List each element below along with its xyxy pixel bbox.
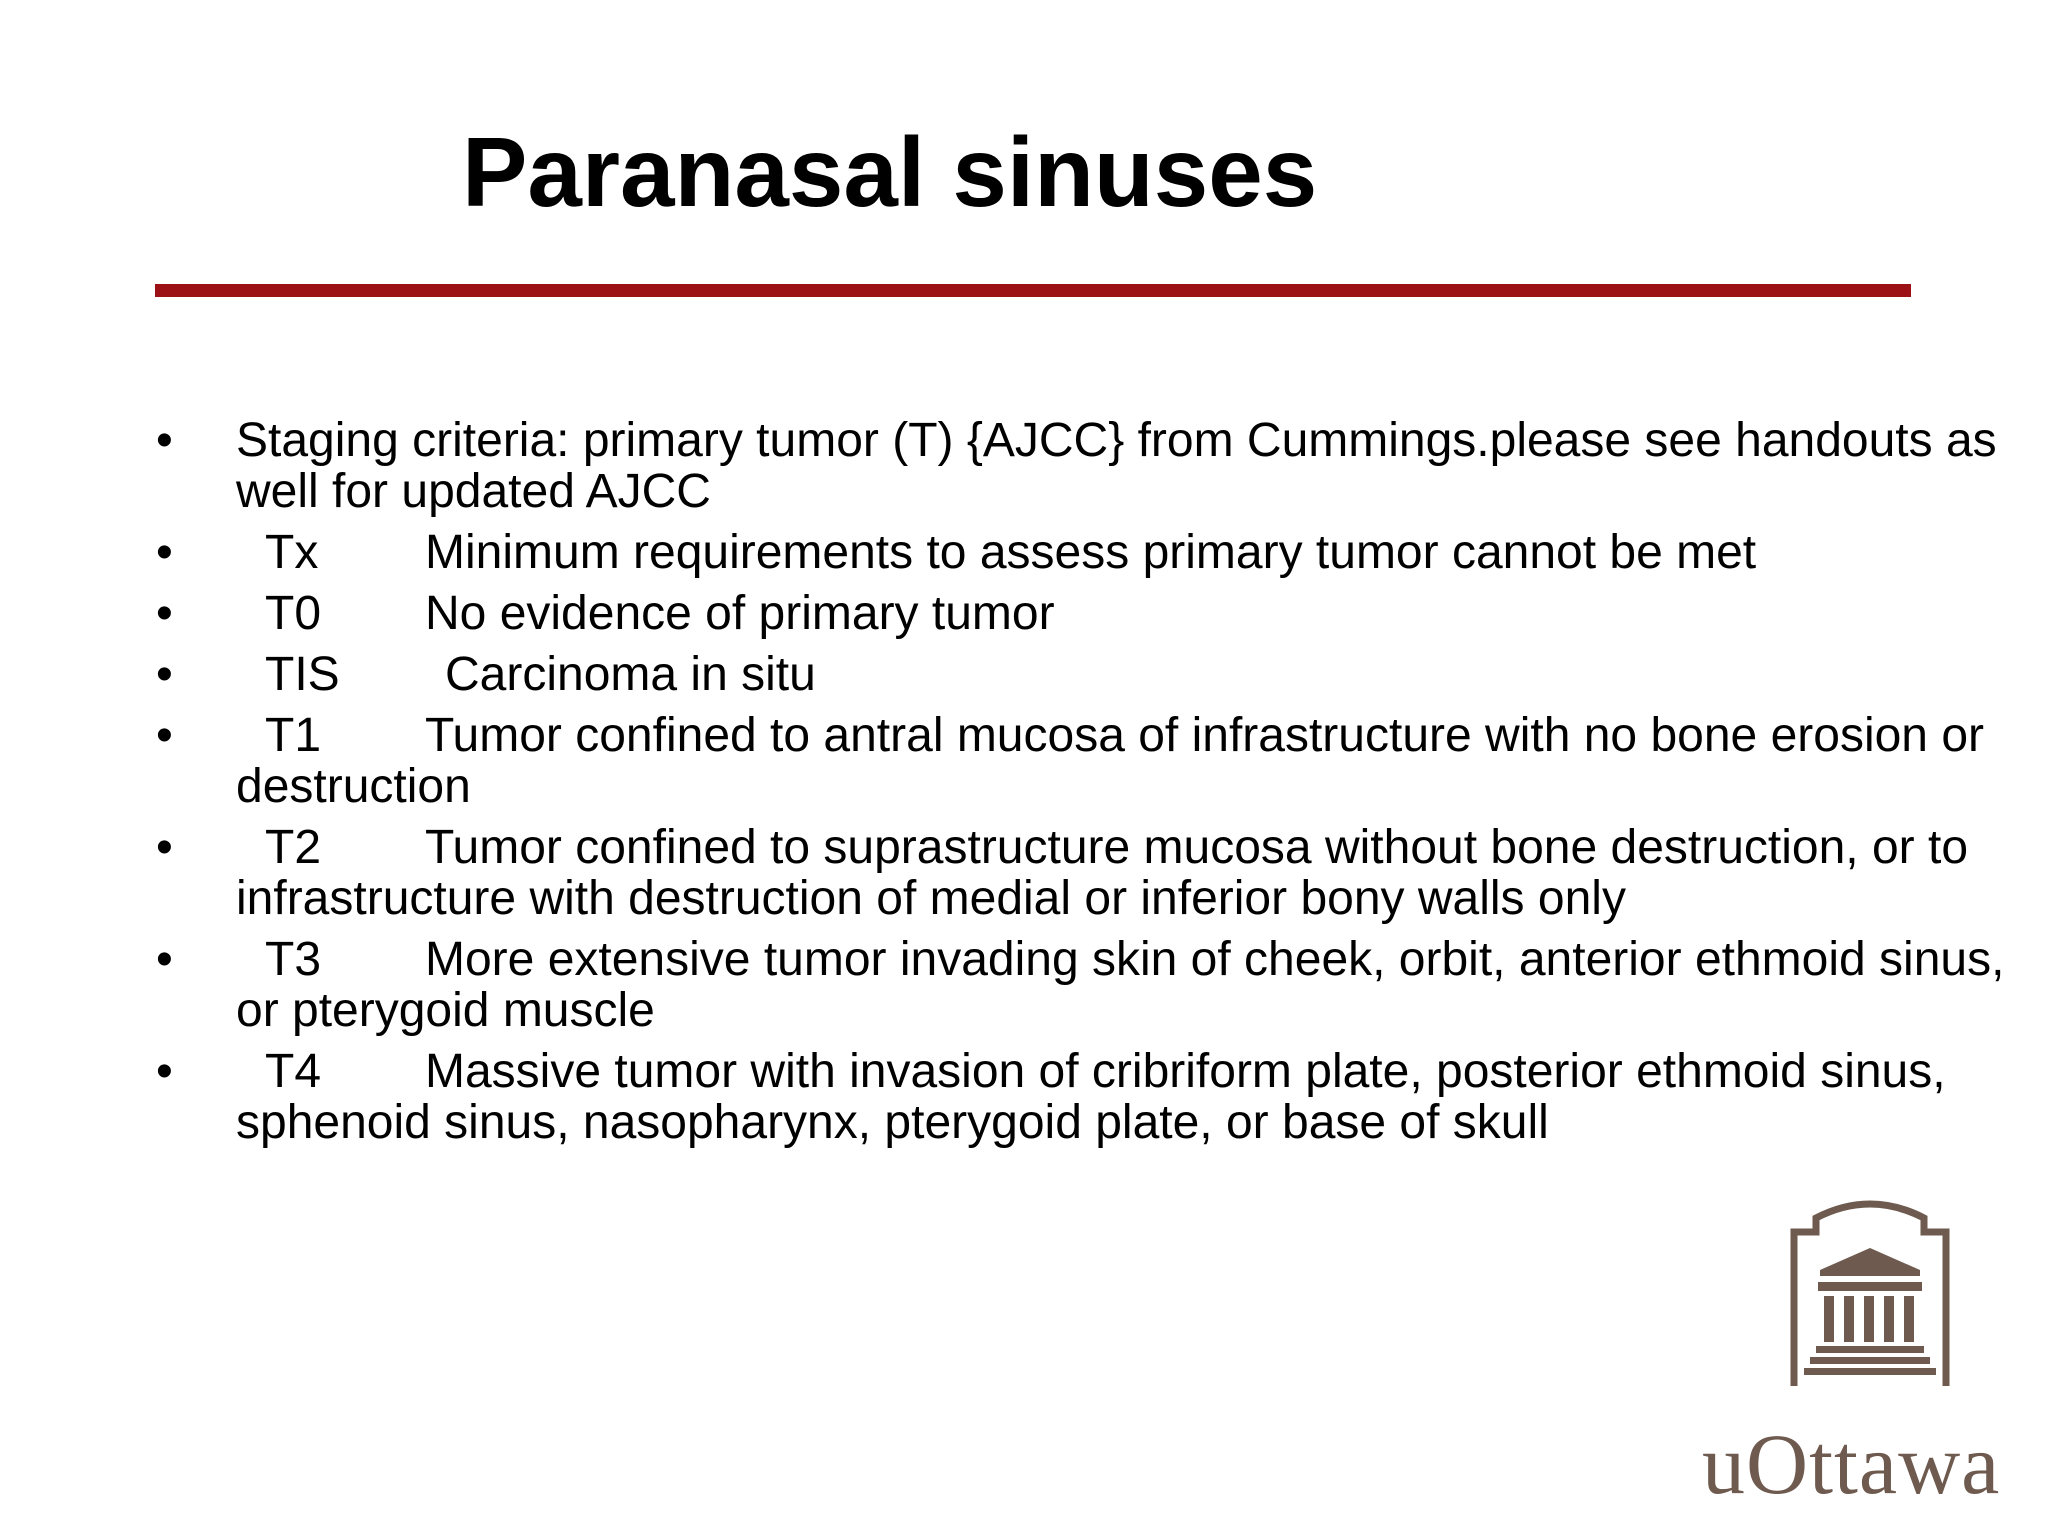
stage-description: Minimum requirements to assess primary tumor cannot be met (425, 526, 1757, 579)
intro-text: Staging criteria: primary tumor (T) {AJCC} from Cummings.please see handouts as well for updated AJCC (236, 414, 1997, 518)
bullet-marker: • (156, 1045, 173, 1098)
stage-code: T3 (265, 933, 322, 986)
slide-title: Paranasal sinuses (462, 117, 1318, 227)
stage-description: Massive tumor with invasion of cribriform plate, posterior ethmoid sinus, sphenoid sinus, nasopharynx, pterygoid plate, or base of skull (236, 1045, 1946, 1149)
bullet-marker: • (156, 587, 173, 640)
list-item (148, 822, 2018, 924)
logo-wordmark: uOttawa (1702, 1416, 2001, 1512)
stage-description: Carcinoma in situ (445, 648, 816, 701)
stage-code: T4 (265, 1045, 322, 1098)
bullet-marker: • (156, 648, 173, 701)
bullet-marker: • (156, 526, 173, 579)
stage-description: Tumor confined to antral mucosa of infrastructure with no bone erosion or destruction (236, 709, 1985, 813)
list-item (148, 710, 2018, 812)
stage-code: T2 (265, 821, 322, 874)
bullet-list (148, 415, 2018, 1158)
list-item (148, 527, 2018, 578)
stage-description: More extensive tumor invading skin of cheek, orbit, anterior ethmoid sinus, or pterygoid muscle (236, 933, 2005, 1037)
university-building-icon (1788, 1196, 1952, 1392)
university-logo (1690, 1196, 2048, 1536)
stage-code: T1 (265, 709, 322, 762)
stage-code: Tx (265, 526, 319, 579)
stage-code: T0 (265, 587, 322, 640)
stage-description: Tumor confined to suprastructure mucosa without bone destruction, or to infrastructure with destruction of medial or inferior bony walls only (236, 821, 1969, 925)
bullet-marker: • (156, 414, 173, 467)
list-item (148, 415, 2018, 517)
bullet-marker: • (156, 821, 173, 874)
list-item (148, 649, 2018, 700)
stage-code: TIS (265, 648, 340, 701)
list-item (148, 588, 2018, 639)
bullet-marker: • (156, 709, 173, 762)
title-divider (155, 284, 1911, 297)
list-item (148, 934, 2018, 1036)
stage-description: No evidence of primary tumor (425, 587, 1055, 640)
bullet-marker: • (156, 933, 173, 986)
list-item (148, 1046, 2018, 1148)
